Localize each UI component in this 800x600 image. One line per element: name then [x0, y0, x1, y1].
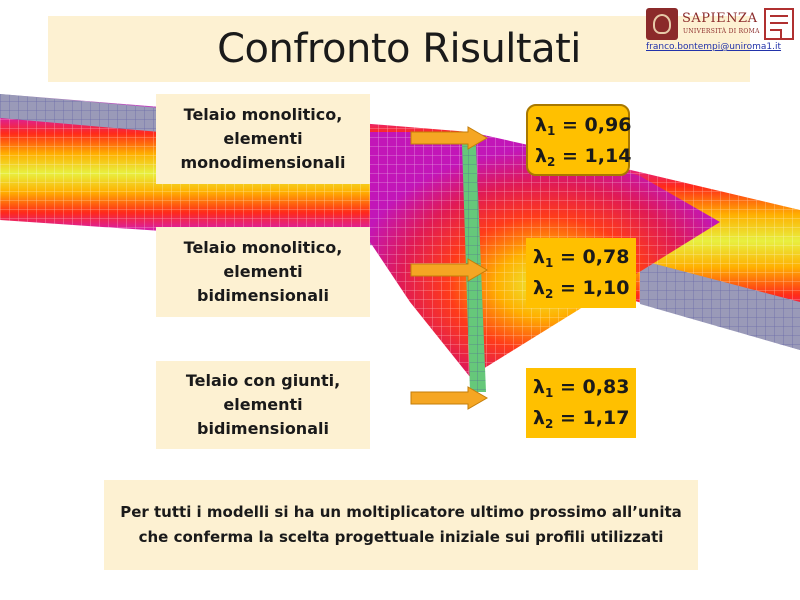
model-label-1 — [156, 94, 370, 184]
logo-name: SAPIENZA — [682, 11, 758, 26]
lambda-index: 2 — [547, 155, 556, 169]
lambda-result-2 — [526, 238, 636, 308]
lambda-result-3 — [526, 368, 636, 438]
lambda-index: 2 — [545, 417, 554, 431]
university-seal-icon — [646, 8, 678, 40]
lambda-symbol: λ — [533, 407, 546, 429]
model-label-3 — [156, 361, 370, 449]
lambda-index: 1 — [547, 124, 556, 138]
model-label-text: Telaio con giunti, elementi bidimensionali — [185, 371, 341, 438]
lambda-value: = 1,17 — [553, 407, 630, 429]
title-box — [48, 16, 750, 82]
lambda-symbol: λ — [535, 145, 548, 167]
lambda-symbol: λ — [533, 246, 546, 268]
lambda-index: 2 — [545, 287, 554, 301]
lambda-index: 1 — [545, 256, 554, 270]
right-arrow-icon — [410, 258, 488, 282]
lambda1-row — [535, 110, 632, 141]
right-arrow-icon — [410, 126, 488, 150]
lambda-value: = 1,10 — [553, 277, 630, 299]
author-mark-icon — [764, 8, 794, 40]
lambda-result-1 — [526, 104, 630, 176]
conclusion-box — [104, 480, 698, 570]
lambda-index: 1 — [545, 386, 554, 400]
right-arrow-icon — [410, 386, 488, 410]
fem-stress-contour-image — [0, 92, 800, 422]
logo-subtitle: UNIVERSITÀ DI ROMA — [683, 28, 760, 35]
lambda-symbol: λ — [533, 376, 546, 398]
lambda-value: = 0,83 — [553, 376, 630, 398]
model-label-text: Telaio monolitico, elementi monodimensionali — [180, 105, 346, 172]
lambda1-row — [533, 242, 636, 273]
lambda-value: = 0,96 — [555, 114, 632, 136]
model-label-2 — [156, 227, 370, 317]
model-label-text: Telaio monolitico, elementi bidimensionali — [183, 238, 343, 305]
lambda-value: = 0,78 — [553, 246, 630, 268]
lambda-symbol: λ — [533, 277, 546, 299]
author-email-link[interactable]: franco.bontempi@uniroma1.it — [646, 42, 782, 52]
lambda1-row — [533, 372, 636, 403]
conclusion-text: Per tutti i modelli si ha un moltiplicatore ultimo prossimo all’unita che conferma la scelta progettuale iniziale sui profili utilizzati — [120, 503, 682, 546]
lambda-symbol: λ — [535, 114, 548, 136]
lambda2-row — [533, 273, 636, 304]
lambda2-row — [533, 403, 636, 434]
lambda-value: = 1,14 — [555, 145, 632, 167]
lambda2-row — [535, 141, 632, 172]
page-title: Confronto Risultati — [217, 26, 581, 72]
